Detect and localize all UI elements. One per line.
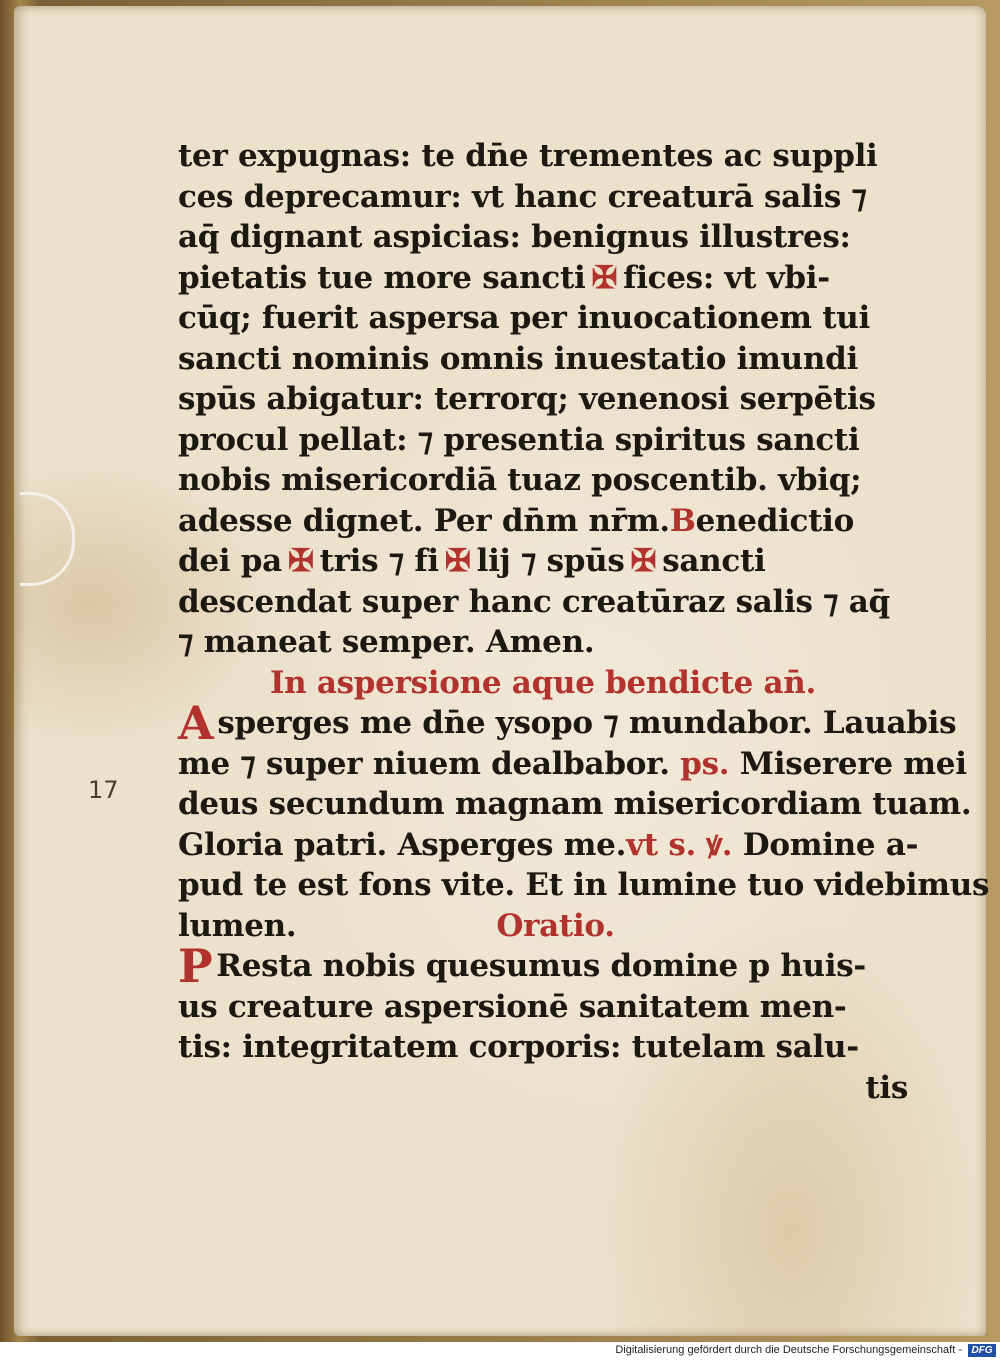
cross-icon: ✠ (287, 543, 314, 579)
text-line: us creature aspersionē sanitatem men- (178, 988, 847, 1025)
text-line (178, 825, 919, 866)
text-line (178, 258, 908, 299)
rubric-initial: A (178, 696, 214, 750)
text-segment: lij ⁊ spūs (476, 543, 625, 579)
text-segment: sperges me dn̄e ysopo ⁊ mundabor. Lauabis (217, 705, 957, 741)
cross-icon: ✠ (444, 543, 471, 579)
text-segment: Gloria patri. Asperges me. (178, 826, 627, 863)
text-line (178, 501, 908, 542)
text-line (178, 744, 967, 785)
text-segment: enedictio (695, 502, 854, 539)
text-block (178, 136, 990, 1108)
dfg-logo: DFG (968, 1344, 996, 1357)
text-line: sancti nominis omnis inuestatio imundi (178, 340, 858, 377)
text-segment: Domine a- (742, 826, 919, 863)
text-segment: sancti (662, 543, 766, 579)
text-segment: me ⁊ super niuem dealbabor. (178, 745, 670, 782)
text-line: nobis misericordiā tuaz poscentib. vbiq; (178, 462, 862, 498)
text-line: pud te est fons vite. Et in lumine tuo videbimus (178, 867, 990, 903)
text-line: ⁊ maneat semper. Amen. (178, 624, 595, 660)
catchword: tis (865, 1069, 908, 1106)
cross-icon: ✠ (630, 543, 657, 579)
text-segment: Miserere mei (739, 745, 967, 782)
paper-clip-icon (20, 492, 75, 586)
text-line: aq̄ dignant aspicias: benignus illustres: (178, 219, 851, 255)
text-line (178, 541, 908, 582)
text-segment: dei pa (178, 543, 282, 579)
footer-bar (0, 1342, 1000, 1360)
text-line: cūq; fuerit aspersa per inuocationem tui (178, 300, 871, 336)
text-segment: tris ⁊ fi (319, 543, 439, 579)
text-line: ter expugnas: te dn̄e trementes ac suppli (178, 138, 878, 174)
text-segment: pietatis tue more sancti (178, 259, 586, 296)
rubric-psalm-mark: ps. (680, 745, 730, 782)
text-segment: lumen. (178, 907, 297, 944)
text-line: descendat super hanc creatūraz salis ⁊ aq̄ (178, 583, 890, 620)
text-line: procul pellat: ⁊ presentia spiritus sancti (178, 421, 860, 458)
text-line (178, 906, 908, 947)
text-line: ces deprecamur: vt hanc creaturā salis ⁊ (178, 178, 867, 215)
rubric-initial: B (669, 502, 696, 539)
text-line: spūs abigatur: terrorq; venenosi serpētis (178, 381, 876, 417)
rubric-heading: Oratio. (496, 907, 615, 944)
text-segment: Resta nobis quesumus domine p huis- (216, 948, 866, 984)
margin-note: 17 (88, 776, 119, 804)
text-line: tis: integritatem corporis: tutelam salu- (178, 1029, 859, 1065)
rubric-initial: P (178, 939, 213, 993)
text-segment: adesse dignet. Per dn̄m nr̄m. (178, 502, 670, 539)
text-line (178, 939, 908, 993)
cross-icon: ✠ (591, 259, 618, 296)
text-line (178, 696, 957, 750)
rubric-verse-mark: vt s. ꝟ. (626, 826, 733, 863)
rubric-heading: In aspersione aque bendicte an̄. (269, 664, 817, 701)
text-line: deus secundum magnam misericordiam tuam. (178, 786, 972, 822)
text-segment: fices: vt vbi- (623, 259, 830, 296)
footer-credit: Digitalisierung gefördert durch die Deutsche Forschungsgemeinschaft - (615, 1344, 962, 1356)
